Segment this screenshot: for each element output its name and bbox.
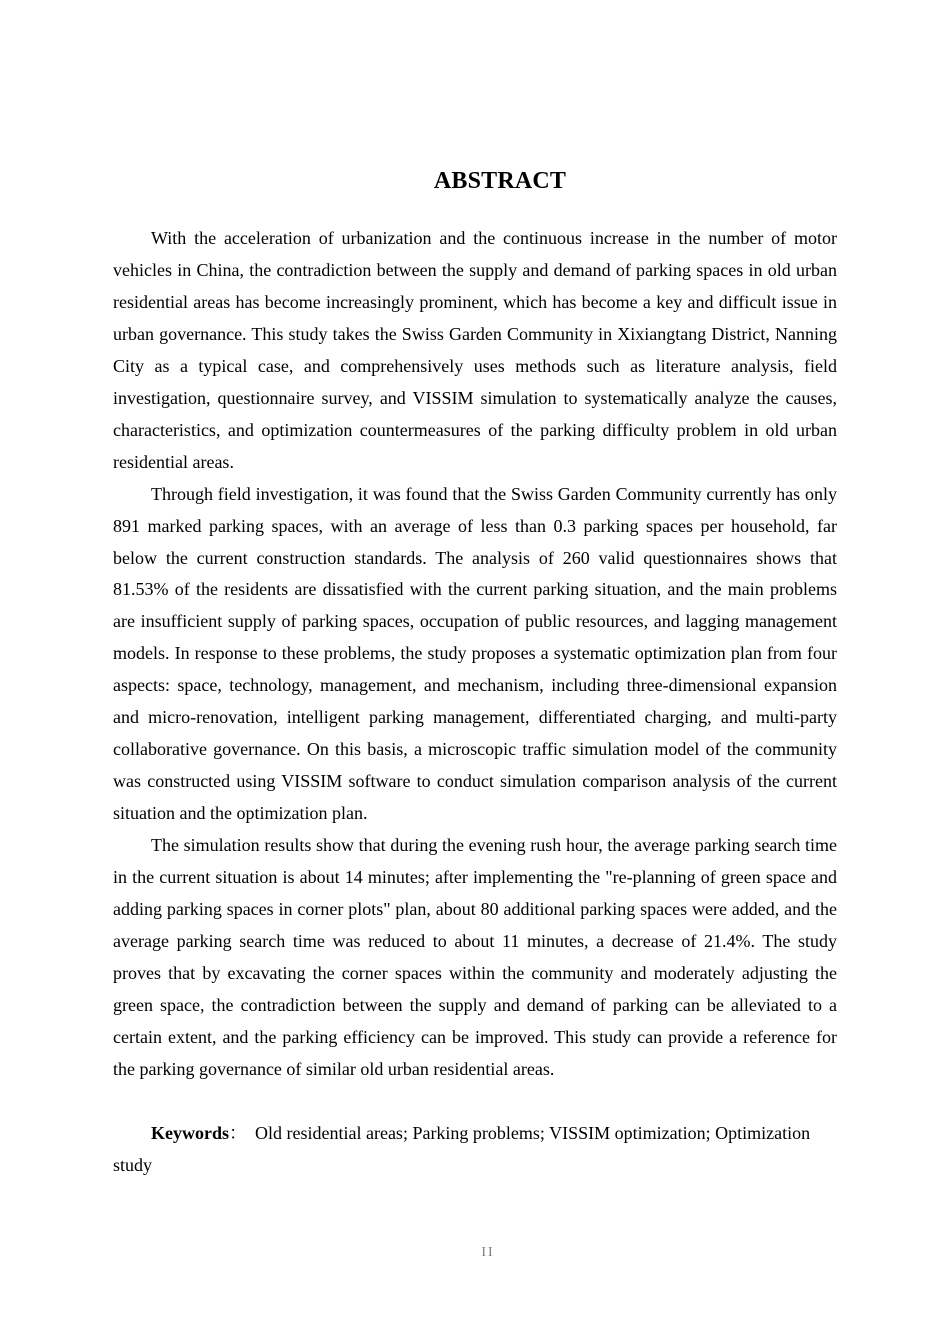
page-title: ABSTRACT xyxy=(433,168,567,194)
keywords-text: Old residential areas; Parking problems; VISSIM optimization; Optimization study xyxy=(113,1123,811,1175)
keywords-section xyxy=(113,1117,837,1181)
abstract-paragraph-1: With the acceleration of urbanization and the continuous increase in the number of motor vehicles in China, the contradiction between the supply and demand of parking spaces in old urban residential areas has become increasingly prominent, which has become a key and difficult issue in urban governance. This study takes the Swiss Garden Community in Xixiangtang District, Nanning City as a typical case, and comprehensively uses methods such as literature analysis, field investigation, questionnaire survey, and VISSIM simulation to systematically analyze the causes, characteristics, and optimization countermeasures of the parking difficulty problem in old urban residential areas. xyxy=(113,228,837,472)
abstract-paragraph-2: Through field investigation, it was found that the Swiss Garden Community currently has only 891 marked parking spaces, with an average of less than 0.3 parking spaces per household, far below the current construction standards. The analysis of 260 valid questionnaires shows that 81.53% of the residents are dissatisfied with the current parking situation, and the main problems are insufficient supply of parking spaces, occupation of public resources, and lagging management models. In response to these problems, the study proposes a systematic optimization plan from four aspects: space, technology, management, and mechanism, including three-dimensional expansion and micro-renovation, intelligent parking management, differentiated charging, and multi-party collaborative governance. On this basis, a microscopic traffic simulation model of the community was constructed using VISSIM software to conduct simulation comparison analysis of the current situation and the optimization plan. xyxy=(113,483,837,824)
abstract-body xyxy=(113,223,837,1086)
abstract-paragraph-3: The simulation results show that during the evening rush hour, the average parking search time in the current situation is about 14 minutes; after implementing the "re-planning of green space and adding parking spaces in corner plots" plan, about 80 additional parking spaces were added, and the average parking search time was reduced to about 11 minutes, a decrease of 21.4%. The study proves that by excavating the corner spaces within the community and moderately adjusting the green space, the contradiction between the supply and demand of parking can be alleviated to a certain extent, and the parking efficiency can be improved. This study can provide a reference for the parking governance of similar old urban residential areas. xyxy=(113,835,837,1079)
page-number: II xyxy=(481,1245,495,1260)
keywords-separator: ： xyxy=(229,1123,247,1143)
keywords-label: Keywords xyxy=(151,1123,229,1143)
